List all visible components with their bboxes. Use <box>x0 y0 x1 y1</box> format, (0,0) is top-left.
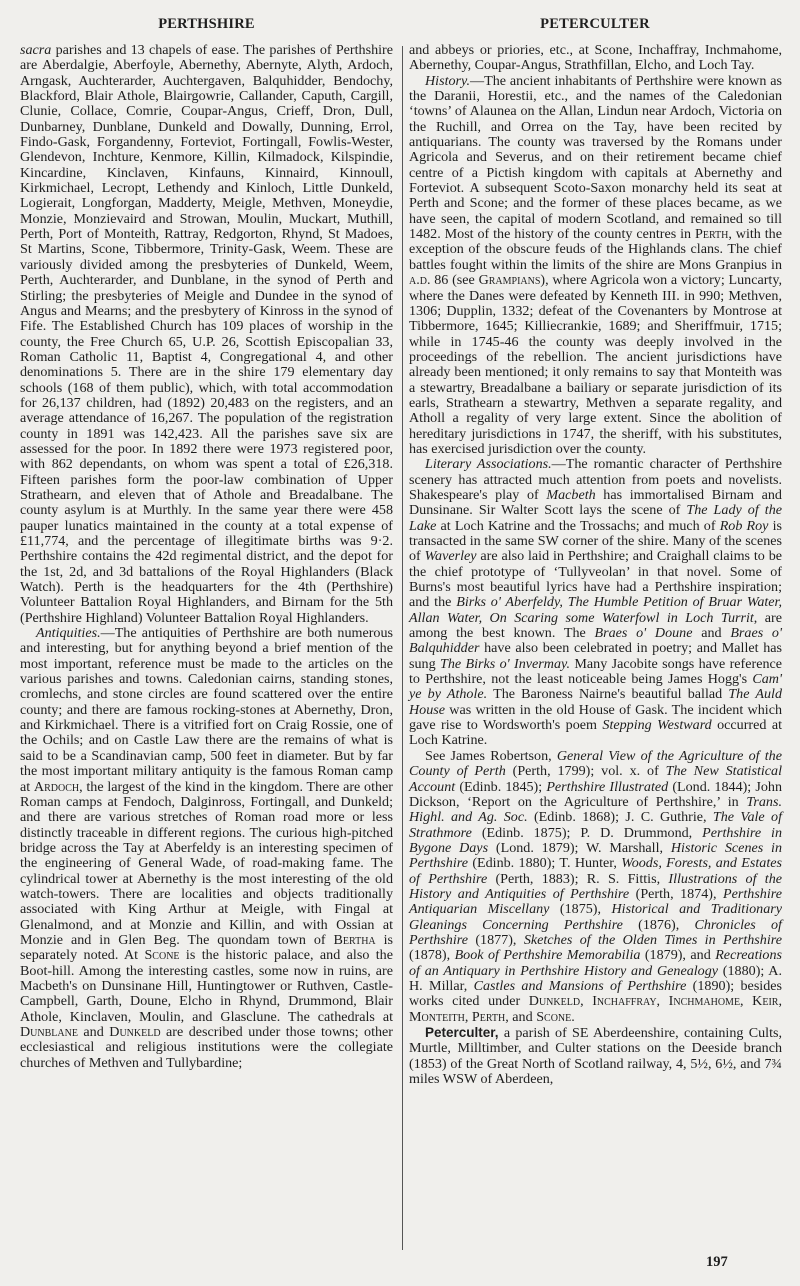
column-divider <box>402 46 403 1250</box>
text-run: (Perth, 1799); vol. x. of <box>505 763 666 780</box>
text-run: (1876), <box>622 916 695 933</box>
small-caps-reference: Dunkeld, Inchaffray, Inchmahome, Keir, Monteith, Perth, <box>409 993 782 1025</box>
italic-text: Birks o' Aberfeldy, The Humble Petition of Bruar Water, Allan Water, On Scaring some Waterfowl in Loch Turrit <box>409 594 782 626</box>
paragraph <box>409 43 782 74</box>
text-run: (1878), <box>409 947 455 964</box>
text-run: is separately noted. At <box>20 931 393 964</box>
italic-text: Trans. Highl. and Ag. Soc. <box>409 793 782 826</box>
italic-text: Braes o' Doune <box>594 625 693 642</box>
text-run: (Lond. 1879); W. Marshall, <box>488 839 671 856</box>
page-number: 197 <box>706 1254 728 1270</box>
text-run: are described under those towns; other ecclesiastical and religious institutions were the collegiate churches of Methven and Tullybardine; <box>20 1024 394 1071</box>
italic-text: Macbeth <box>546 486 596 503</box>
italic-text: Recreations of an Antiquary in Perthshire History and Genealogy <box>409 947 782 979</box>
text-run: (1877), <box>467 931 524 948</box>
text-run: See James Robertson, <box>425 747 557 764</box>
italic-text: Woods, Forests, and Estates of Perthshire <box>409 855 782 887</box>
text-run: (1879), and <box>640 947 716 964</box>
left-column <box>20 43 393 1071</box>
small-caps-reference: Scone <box>144 947 180 964</box>
italic-text: Castles and Mansions of Perthshire <box>473 977 687 994</box>
text-run: —The ancient inhabitants of Perthshire were known as the Daranii, Horestii, etc., and the names of the Caledonian ‘towns’ of Alaunea on the Allan, Lindun near Ardoch, Victoria on the Ruchill, and Orrea on the Tay, have been recited by antiquarians. The county was traversed by the Romans under Agricola and Severus, and on their retirement became chief centre of a Pictish kingdom with capitals at Abernethy and Forteviot. A subsequent Scoto-Saxon monarchy held its seat at Perth and Scone; and the former of these places became, as we have seen, the capital of modern Scotland, and remained so till 1482. Most of the history of the county centres in <box>409 72 782 243</box>
text-run: 86 (see <box>430 272 479 289</box>
text-run: , the largest of the kind in the kingdom. There are other Roman camps at Fendoch, Dalginross, Fortingall, and Dunkeld; and there are various stretches of Roman road more or less distinctly traceable in different regions. The curious high-pitched bridge across the Tay at Aberfeldy is an interesting specimen of the engineering of General Wade, of road-making fame. The cylindrical tower at Abernethy is the most interesting of the old watch-towers. There are localities and objects traditionally associated with King Arthur at Meigle, with Fingal at Glenalmond, and at Monzie and Killin, and with Ossian at Monzie and in Glen Beg. The quondam town of <box>20 778 393 948</box>
small-caps-reference: Grampians <box>478 272 541 289</box>
italic-text: Cam' ye by Athole. <box>409 671 782 703</box>
italic-text: Antiquities. <box>36 625 101 642</box>
text-run: ), where Agricola won a victory; Luncarty, where the Danes were defeated by Kenneth III. in 990; Methven, 1306; Dupplin, 1332; defeat of the Covenanters by Montrose at Tibbermore, 1645; Killiecrankie, 1689; and Sheriffmuir, 1715; while in 1745-46 the county was deeply involved in the proceedings of the rebellion. The ancient jurisdictions have already been mentioned; it only remains to say that Monteith was a stewartry, Breadalbane a bailiary or separate jurisdiction of its earls, Strathearn a stewartry, Methven a separate regality, and Atholl a regality of very large extent. Since the abolition of hereditary jurisdictions in 1747, the sheriff, with his substitutes, has exercised jurisdiction over the county. <box>409 272 782 457</box>
text-run: occurred at Loch Katrine. <box>409 717 782 749</box>
text-run: (Lond. 1844); John Dickson, ‘Report on the Agriculture of Perthshire,’ in <box>409 778 782 810</box>
running-header-right: PETERCULTER <box>540 16 650 32</box>
italic-text: The Birks o' Invermay. <box>440 655 571 672</box>
text-run: (Perth, 1883); R. S. Fittis, <box>487 870 669 887</box>
paragraph <box>20 626 393 1071</box>
text-run: and abbeys or priories, etc., at Scone, Inchaffray, Inchmahome, Abernethy, Coupar-Angus, Strathfillan, Elcho, and Loch Tay. <box>409 42 782 74</box>
italic-text: sacra <box>20 42 52 58</box>
small-caps-reference: Perth <box>695 226 729 243</box>
text-run: and <box>508 1008 537 1025</box>
text-run: a parish of SE Aberdeenshire, containing Cults, Murtle, Milltimber, and Culter stations on the Deeside branch (1853) of the Great North of Scotland railway, 4, 5½, 6½, and 7¾ miles WSW of Aberdeen, <box>409 1025 782 1088</box>
paragraph <box>20 43 393 626</box>
text-run: and <box>77 1024 110 1040</box>
text-run: , are among the best known. The <box>409 609 782 642</box>
text-run: (1880); A. H. Millar, <box>409 962 782 994</box>
italic-text: Perthshire in Bygone Days <box>409 824 783 856</box>
text-run: was written in the old House of Gask. The incident which gave rise to Wordsworth's poem <box>409 701 782 734</box>
text-run: —The antiquities of Perthshire are both numerous and interesting, but for anything beyond a brief mention of the most important, reference must be made to the articles on the various parishes and towns. Caledonian cairns, standing stones, cromlechs, and stone circles are found scattered over the entire county; and there are famous rocking-stones at Abernethy, Dron, and Kirkmichael. There is a vitrified fort on Craig Rossie, one of the Ochils; and on Castle Law there are the remains of what is said to be a Scandinavian camp, 500 feet in diameter. But by far the most important military antiquity is the famous Roman camp at <box>20 625 393 795</box>
italic-text: The New Statistical Account <box>409 763 782 795</box>
entry-headword: Peterculter, <box>425 1025 499 1040</box>
text-run: (Edinb. 1868); J. C. Guthrie, <box>527 809 713 826</box>
text-run: (1875), <box>549 901 612 918</box>
italic-text: Book of Perthshire Memorabilia <box>454 947 641 964</box>
italic-text: Perthshire Antiquarian Miscellany <box>409 885 782 918</box>
paragraph <box>409 74 782 458</box>
paragraph <box>409 749 782 1025</box>
italic-text: The Auld House <box>409 686 783 718</box>
italic-text: Historical and Traditionary Gleanings Concerning Perthshire <box>409 901 782 933</box>
text-run: are also laid in Perthshire; and Craighall claims to be the chief prototype of ‘Tullyveolan’ in that novel. Some of Burns's most beautiful lyrics have had a Perthshire inspiration; and the <box>409 548 783 611</box>
text-run: have also been celebrated in poetry; and Mallet has sung <box>409 640 782 672</box>
italic-text: Rob Roy <box>719 517 769 534</box>
text-run: (1890); besides works cited under <box>409 977 783 1010</box>
italic-text: History. <box>425 72 471 89</box>
italic-text: Stepping Westward <box>602 717 712 734</box>
text-run: at Loch Katrine and the Trossachs; and much of <box>436 517 720 534</box>
paragraph <box>409 457 782 749</box>
text-run: (Edinb. 1880); T. Hunter, <box>467 855 622 872</box>
text-run: (Perth, 1874), <box>629 885 724 902</box>
small-caps-reference: Dunblane <box>20 1024 78 1040</box>
text-run: is transacted in the same SW corner of the shire. Many of the scenes of <box>409 517 782 565</box>
small-caps-reference: Ardoch <box>33 778 80 795</box>
italic-text: Sketches of the Olden Times in Perthshire <box>523 931 782 948</box>
italic-text: The Vale of Strathmore <box>409 809 782 841</box>
text-run: (Edinb. 1875); P. D. Drummond, <box>471 824 703 841</box>
italic-text: Illustrations of the History and Antiquities of Perthshire <box>409 870 782 902</box>
text-run: The Baroness Nairne's beautiful ballad <box>487 686 729 703</box>
small-caps-reference: Dunkeld <box>109 1024 161 1040</box>
text-run: , with the exception of the obscure feuds of the Highlands clans. The chief battles fought within the limits of the shire are Mons Granpius in <box>409 226 782 273</box>
small-caps-reference: Scone. <box>536 1008 575 1025</box>
italic-text: Historic Scenes in Perthshire <box>409 839 783 872</box>
italic-text: The Lady of the Lake <box>409 502 782 534</box>
italic-text: Literary Associations. <box>425 456 552 473</box>
text-run: has immortalised Birnam and Dunsinane. Sir Walter Scott lays the scene of <box>409 486 782 519</box>
italic-text: General View of the Agriculture of the County of Perth <box>409 747 782 780</box>
text-run: —The romantic character of Perthshire scenery has attracted much attention from poets and novelists. Shakespeare's play of <box>409 456 782 503</box>
paragraph <box>409 1025 782 1087</box>
italic-text: Perthshire Illustrated <box>546 778 669 795</box>
running-header-left: PERTHSHIRE <box>158 16 255 32</box>
text-run: (Edinb. 1845); <box>455 778 547 795</box>
italic-text: Braes o' Balquhidder <box>409 625 782 657</box>
text-run: Many Jacobite songs have reference to Perthshire, not the least noticeable being James Hogg's <box>409 655 783 688</box>
italic-text: Waverley <box>424 548 477 565</box>
small-caps-reference: a.d. <box>409 272 431 289</box>
small-caps-reference: Bertha <box>333 931 376 948</box>
text-run: is the historic palace, and also the Boot-hill. Among the interesting castles, some now in ruins, are Macbeth's on Dunsinane Hill, Huntingtower or Ruthven, Castle-Campbell, Garth, Doune, Elcho in Rhynd, Drummond, Blair Athole, Kinclaven, Moulin, and Glasclune. The cathedrals at <box>20 947 393 1025</box>
italic-text: Chronicles of Perthshire <box>409 916 782 948</box>
text-run: and <box>692 625 731 642</box>
text-run: parishes and 13 chapels of ease. The parishes of Perthshire are Aberdalgie, Aberfoyle, Abernethy, Abernyte, Alyth, Ardoch, Arngask, Auchterarder, Auchtergaven, Balquhidder, Bendochy, Blackford, Blair Athole, Blairgowrie, Callander, Caputh, Cargill, Clunie, Collace, Comrie, Coupar-Angus, Crieff, Dron, Dull, Dunbarney, Dunblane, Dunkeld and Dowally, Dunning, Errol, Findo-Gask, Forgandenny, Forteviot, Fortingall, Fowlis-Wester, Glendevon, Inchture, Kenmore, Killin, Kilmadock, Kilspindie, Kincardine, Kinclaven, Kinfauns, Kinnaird, Kinnoull, Kirkmichael, Lecropt, Lethendy and Kinloch, Little Dunkeld, Logierait, Longforgan, Madderty, Meigle, Methven, Moneydie, Monzie, Monzievaird and Strowan, Moulin, Muckart, Muthill, Perth, Port of Monteith, Rattray, Redgorton, Rhynd, St Madoes, St Martins, Scone, Tibbermore, Trinity-Gask, Weem. These are variously divided among the presbyteries of Dunkeld, Weem, Perth, Auchterarder, and Dunblane, in the synod of Perth and Stirling; the presbyteries of Meigle and Dundee in the synod of Angus and Mearns; and the presbytery of Kinross in the synod of Fife. The Established Church has 109 places of worship in the county, the Free Church 65, U.P. 26, Scottish Episcopalian 33, Roman Catholic 11, Baptist 4, Congregational 4, and other denominations 5. There are in the shire 179 elementary day schools (168 of them public), which, with total accommodation for 26,137 children, had (1892) 20,483 on the registers, and an average attendance of 16,267. The population of the registration county in 1891 was 142,423. All the parishes save six are assessed for the poor. In 1892 there were 1973 registered poor, with 862 dependants, on whom was spent a total of £26,318. Fifteen parishes form the poor-law combination of Upper Strathearn, and eleven that of Athole and Breadalbane. The county asylum is at Murthly. In the same year there were 458 pauper lunatics maintained in the county at a total expense of £11,774, and the percentage of illegitimate births was 9·2. Perthshire contains the 42d regimental district, and the depot for the 1st, 2d, and 3d battalions of the Royal Highlanders (Black Watch). Perth is the headquarters for the 4th (Perthshire) Volunteer Battalion Royal Highlanders, and Birnam for the 5th (Perthshire Highland) Volunteer Battalion Royal Highlanders. <box>20 42 393 626</box>
right-column <box>409 43 782 1087</box>
